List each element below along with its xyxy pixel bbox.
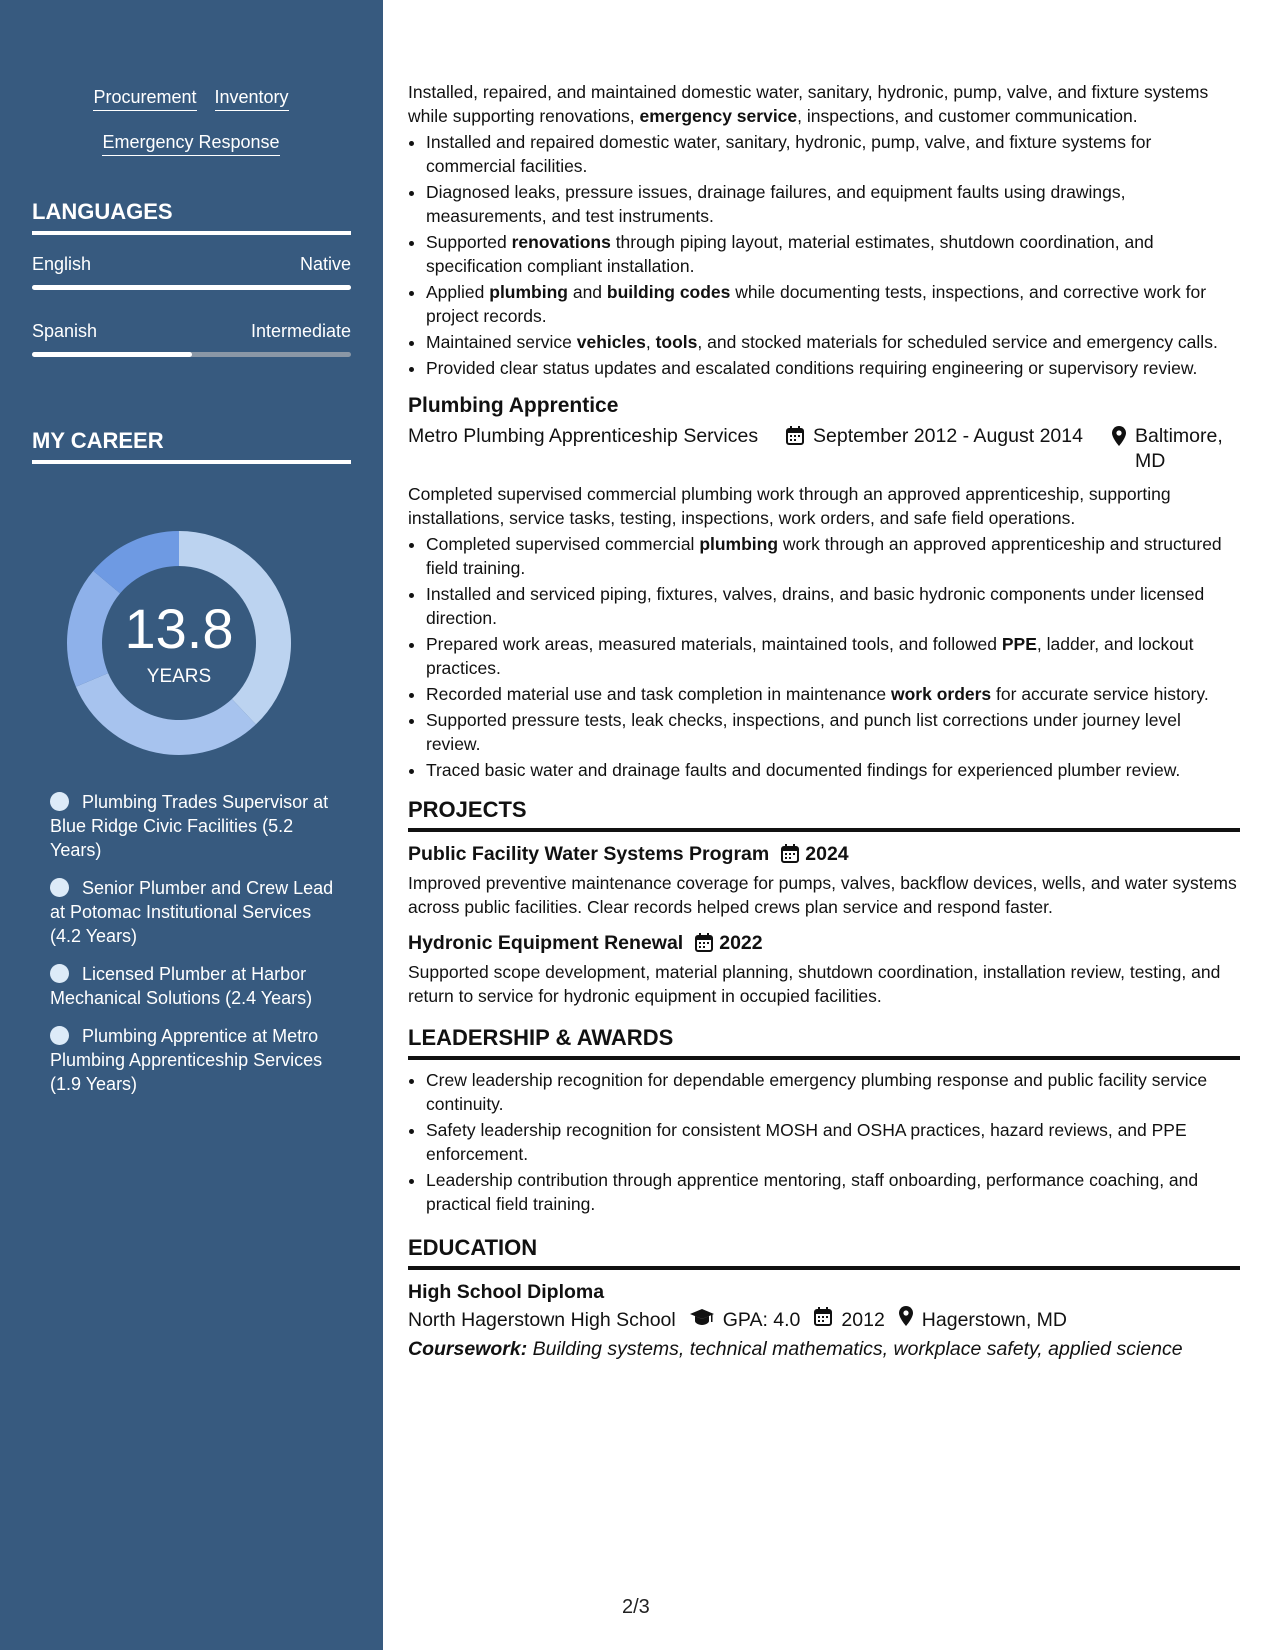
language-proficiency-bar xyxy=(32,352,351,357)
career-total-value: 13.8 xyxy=(124,597,234,660)
education-school: North Hagerstown High School xyxy=(408,1309,676,1331)
bold-keyword: plumbing xyxy=(489,282,568,302)
career-legend xyxy=(50,790,340,1110)
calendar-icon xyxy=(786,426,804,452)
text-run: through piping layout, material estimates, shutdown coordination, and specification compliant installation. xyxy=(426,232,1154,276)
main-content xyxy=(408,80,1240,1364)
education-year: 2012 xyxy=(841,1309,885,1331)
bullet-item xyxy=(426,582,1240,630)
education-meta xyxy=(408,1306,1240,1334)
project-title-row xyxy=(408,929,1240,960)
career-item-text: Senior Plumber and Crew Lead at Potomac Institutional Services (4.2 Years) xyxy=(50,878,334,946)
skills-tags xyxy=(32,86,350,176)
skill-tag: Emergency Response xyxy=(102,131,279,156)
bold-keyword: work orders xyxy=(890,684,992,704)
text-run: Installed, repaired, and maintained domestic water, sanitary, hydronic, pump, valve, and fixture systems while supporting renovations, xyxy=(408,82,1209,126)
education-location-item xyxy=(899,1306,1067,1334)
career-item-text: Plumbing Trades Supervisor at Blue Ridge Civic Facilities (5.2 Years) xyxy=(50,792,329,860)
job-title: Plumbing Apprentice xyxy=(408,394,619,417)
education-gpa-item xyxy=(690,1306,801,1334)
text-run: Provided clear status updates and escalated conditions requiring engineering or supervisory review. xyxy=(426,358,1198,378)
career-total-unit: YEARS xyxy=(146,666,212,687)
education-coursework xyxy=(408,1334,1240,1364)
prev-job-summary xyxy=(408,80,1240,128)
bold-keyword: plumbing xyxy=(699,534,779,554)
text-run: Maintained service xyxy=(426,332,577,352)
coursework-text: Building systems, technical mathematics, workplace safety, applied science xyxy=(527,1338,1183,1360)
text-run: , inspections, and customer communication. xyxy=(797,106,1138,126)
bullet-item xyxy=(426,758,1240,782)
language-proficiency-bar xyxy=(32,285,351,290)
bullet-item xyxy=(426,682,1240,706)
language-line xyxy=(32,253,351,275)
text-run: Recorded material use and task completion in maintenance xyxy=(426,684,891,704)
map-pin-icon xyxy=(899,1306,913,1334)
bullet-item xyxy=(426,632,1240,680)
bold-keyword: PPE xyxy=(1001,634,1037,654)
apprentice-bullets xyxy=(408,532,1240,782)
career-item xyxy=(50,962,340,1010)
text-run: Traced basic water and drainage faults and documented findings for experienced plumber review. xyxy=(426,760,1181,780)
languages-heading: LANGUAGES xyxy=(32,199,351,235)
career-legend-dot xyxy=(50,1026,69,1045)
project-year: 2024 xyxy=(805,843,849,865)
text-run: , xyxy=(645,332,656,352)
text-run: Diagnosed leaks, pressure issues, drainage failures, and equipment faults using drawings, measurements, and test instruments. xyxy=(426,182,1126,226)
leadership-heading: LEADERSHIP & AWARDS xyxy=(408,1024,1240,1060)
apprentice-summary xyxy=(408,482,1240,530)
bullet-item xyxy=(426,180,1240,228)
bold-keyword: building codes xyxy=(606,282,731,302)
skill-tag: Procurement xyxy=(93,86,196,111)
text-run: while documenting tests, inspections, and corrective work for project records. xyxy=(426,282,1207,326)
language-name: Spanish xyxy=(32,321,98,341)
career-item xyxy=(50,1024,340,1096)
career-item-text: Licensed Plumber at Harbor Mechanical Solutions (2.4 Years) xyxy=(50,964,313,1008)
project-item xyxy=(408,840,1240,919)
text-run: work through an approved apprenticeship and structured field training. xyxy=(426,534,1222,578)
language-row xyxy=(32,320,351,357)
bold-keyword: vehicles xyxy=(576,332,646,352)
language-line xyxy=(32,320,351,342)
text-run: Completed supervised commercial plumbing work through an approved apprenticeship, supporting installations, service tasks, testing, inspections, work orders, and safe field operations. xyxy=(408,484,1171,528)
leadership-item: • Leadership contribution through apprentice mentoring, staff onboarding, performance coaching, and practical field training. xyxy=(426,1168,1240,1216)
bold-keyword: emergency service xyxy=(639,106,798,126)
language-name: English xyxy=(32,254,92,274)
career-donut-svg xyxy=(66,530,292,756)
career-heading: MY CAREER xyxy=(32,428,351,464)
job-dates-text: September 2012 - August 2014 xyxy=(813,425,1083,447)
map-pin-icon xyxy=(1112,426,1126,474)
language-row xyxy=(32,253,351,290)
job-location-text: Baltimore, MD xyxy=(1135,425,1223,472)
education-degree: High School Diploma xyxy=(408,1281,605,1303)
bold-keyword: tools xyxy=(655,332,698,352)
page-number: 2/3 xyxy=(622,1596,650,1618)
career-donut-chart xyxy=(66,530,292,756)
language-level: Native xyxy=(299,254,351,274)
bullet-item xyxy=(426,230,1240,278)
leadership-list xyxy=(408,1068,1240,1216)
project-title: Hydronic Equipment Renewal xyxy=(408,932,684,954)
education-heading: EDUCATION xyxy=(408,1234,1240,1270)
language-proficiency-fill xyxy=(32,285,351,290)
text-run: for accurate service history. xyxy=(991,684,1209,704)
text-run: and xyxy=(567,282,607,302)
education-gpa: GPA: 4.0 xyxy=(722,1309,801,1331)
coursework-label: Coursework: xyxy=(408,1338,528,1360)
job-company: Metro Plumbing Apprenticeship Services xyxy=(408,425,759,447)
calendar-icon xyxy=(695,932,713,960)
text-run: Installed and serviced piping, fixtures, valves, drains, and basic hydronic components under licensed direction. xyxy=(426,584,1205,628)
calendar-icon xyxy=(814,1306,832,1334)
job-location xyxy=(1112,424,1240,474)
career-item xyxy=(50,876,340,948)
text-run: , and stocked materials for scheduled service and emergency calls. xyxy=(697,332,1218,352)
bullet-item xyxy=(426,280,1240,328)
language-proficiency-fill xyxy=(32,352,192,357)
donut-segment xyxy=(67,571,120,687)
prev-job-bullets xyxy=(408,130,1240,380)
bullet-item xyxy=(426,330,1240,354)
bullet-item xyxy=(426,356,1240,380)
project-description: Improved preventive maintenance coverage for pumps, valves, backflow devices, wells, and water systems across public facilities. Clear records helped crews plan service and respond faster. xyxy=(408,873,1237,917)
skill-tag: Inventory xyxy=(215,86,289,111)
job-meta xyxy=(408,424,1240,474)
project-item xyxy=(408,929,1240,1008)
bold-keyword: renovations xyxy=(511,232,611,252)
text-run: Supported pressure tests, leak checks, inspections, and punch list corrections under journey level review. xyxy=(426,710,1181,754)
text-run: Completed supervised commercial xyxy=(426,534,700,554)
bullet-item xyxy=(426,532,1240,580)
language-level: Intermediate xyxy=(250,321,351,341)
leadership-item: • Crew leadership recognition for dependable emergency plumbing response and public facility service continuity. xyxy=(426,1068,1240,1116)
project-title-row xyxy=(408,840,1240,871)
career-item xyxy=(50,790,340,862)
project-year: 2022 xyxy=(719,932,763,954)
sidebar xyxy=(0,0,383,1650)
education-location: Hagerstown, MD xyxy=(921,1309,1068,1331)
text-run: Installed and repaired domestic water, sanitary, hydronic, pump, valve, and fixture systems for commercial facilities. xyxy=(426,132,1152,176)
career-legend-dot xyxy=(50,792,69,811)
calendar-icon xyxy=(781,843,799,871)
career-legend-dot xyxy=(50,878,69,897)
skills-row xyxy=(32,86,350,111)
text-run: Prepared work areas, measured materials, maintained tools, and followed xyxy=(426,634,1002,654)
text-run: Supported xyxy=(426,232,512,252)
bullet-item xyxy=(426,130,1240,178)
job-dates xyxy=(786,424,1112,474)
text-run: , ladder, and lockout practices. xyxy=(426,634,1194,678)
text-run: Applied xyxy=(426,282,490,302)
career-legend-dot xyxy=(50,964,69,983)
bullet-item xyxy=(426,708,1240,756)
leadership-item: • Safety leadership recognition for consistent MOSH and OSHA practices, hazard reviews, and PPE enforcement. xyxy=(426,1118,1240,1166)
career-item-text: Plumbing Apprentice at Metro Plumbing Apprenticeship Services (1.9 Years) xyxy=(50,1026,323,1094)
project-description: Supported scope development, material planning, shutdown coordination, installation review, testing, and return to service for hydronic equipment in occupied facilities. xyxy=(408,962,1221,1006)
projects-list xyxy=(408,840,1240,1008)
skills-row xyxy=(32,131,350,156)
projects-heading: PROJECTS xyxy=(408,796,1240,832)
project-title: Public Facility Water Systems Program xyxy=(408,843,770,865)
graduation-cap-icon xyxy=(690,1306,714,1334)
education-year-item xyxy=(814,1306,884,1334)
